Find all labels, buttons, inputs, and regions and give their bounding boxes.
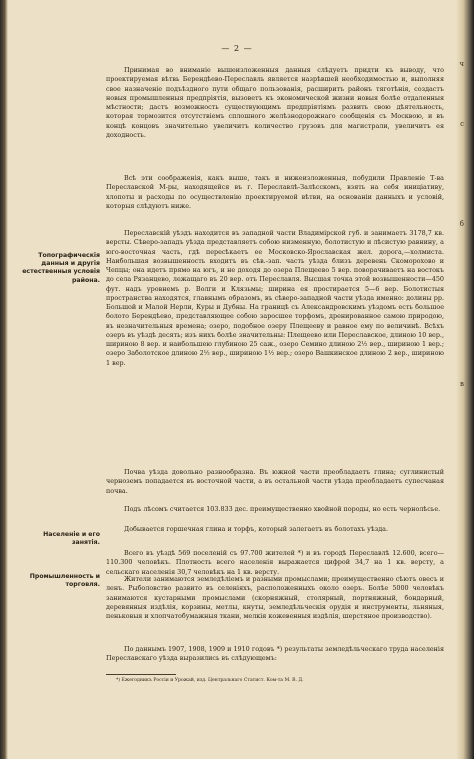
margin-note-population: Населеніе и его занятія. [43, 531, 100, 547]
body-text-block-5 [106, 505, 444, 514]
paragraph: Переславскій уѣздъ находится въ западной части Владимірской губ. и занимаетъ 3178,7 кв. версты. Сѣверо-западъ уѣзда представляетъ собою низменную, болотистую и лѣсистую равнину, а юго-восточная часть, гдѣ пересѣкаетъ ее Московско-Ярославская жел. дорога,—холмиста. Наибольшая возвышенность входитъ въ сѣв.-зап. часть уѣзда близъ деревень Скоморохово и Чепцы; она идетъ прямо на югъ, и не доходя до озера Плещеево 5 вер. поворачиваетъ на востокъ до села Рязанцево, лежащаго въ 20 вер. отъ Переславля. Высшая точка этой возвышенности—450 фут. надъ уровнемъ р. Волги и Клязьмы; ширина ея простирается 5—6 вер. Болотистыя пространства находятся, главнымъ образомъ, въ сѣверо-западной части уѣзда именно: долины рр. Большой и Малой Нерли, Куры и Дубны. На границѣ съ Александровскимъ уѣздомъ есть большое болото Берендѣево, представляющее собою заросшее торфомъ, дренированное самою природою, въ незначительныя времена; озеро, подобное озеру Плещееву и равное ему по величинѣ. Всѣхъ озеръ въ уѣздѣ десять; изъ нихъ болѣе значительны: Плещеево или Переславское, длиною 10 вер., шириною 8 вер. и наибольшею глубиною 25 саж., озеро Семино длиною 2½ вер., шириною 1 вер.; озеро Заболотское длиною 2½ вер., шириною 1½ вер.; озеро Вашкинское длиною 2 вер., шириною 1 вер. [106, 229, 444, 367]
paragraph: По даннымъ 1907, 1908, 1909 и 1910 годовъ *) результаты земледѣльческаго труда населенія Переславскаго уѣзда выразились въ слѣдующемъ: [106, 645, 444, 663]
edge-char: ч [459, 60, 464, 68]
paragraph: Всѣ эти соображенія, какъ выше, такъ и нижеизложенныя, побудили Правленіе Т-ва Переславской М-ры, находящейся въ г. Переславлѣ-Залѣсскомъ, взять на себя иниціативу, хлопоты и расходы по осуществленію проектируемой вѣтви, на основаніи данныхъ и условій, которыя слѣдуютъ ниже. [106, 174, 444, 210]
edge-char: с [460, 120, 464, 128]
book-spine-shadow [0, 0, 8, 759]
page-number: — 2 — [221, 44, 253, 53]
body-text-block-2 [106, 174, 444, 211]
body-text-block-1 [106, 66, 444, 140]
body-text-block-7 [106, 549, 444, 577]
body-text-block-4 [106, 468, 444, 496]
body-text-block-8 [106, 575, 444, 621]
page-edge [456, 0, 474, 759]
edge-char: б [459, 220, 464, 228]
footnote-divider [106, 674, 176, 675]
paragraph: Добывается горшечная глина и торфъ, который залегаетъ въ болотахъ уѣзда. [124, 525, 388, 533]
paragraph: Почва уѣзда довольно разнообразна. Въ южной части преобладаетъ глина; суглинистый черноземъ попадается въ восточной части, а въ остальной части уѣзда преобладаетъ супесчаная почва. [106, 468, 444, 495]
body-text-block-6 [106, 525, 444, 534]
paragraph: Жители занимаются земледѣліемъ и разными промыслами; преимущественно сѣютъ овесъ и ленъ. Рыболовство развито въ селеніяхъ, расположенныхъ около озеръ. Болѣе 5000 человѣкъ занимаются кустарными промыслами (скорняжный, столярный, портняжный, бондарный, деревянныя издѣлія, корзины, метлы, кнуты, земледѣльческія орудія и инструменты, льняныя, пеньковыя и хлопчатобумажныя ткани, мелкія кожевенныя издѣлія, шерстяное производство). [106, 575, 444, 620]
body-text-block-9 [106, 645, 444, 664]
margin-note-topography: Топографическія данныя и другія естественныя условія района. [22, 252, 100, 284]
paragraph: Принимая во вниманіе вышеизложенныя данныя слѣдуетъ придти къ выводу, что проектируемая вѣтвь Берендѣево-Переславль является назрѣвшей необходимостью и, выполняя свое назначеніе подъѣздного пути общаго пользованія, расширитъ районъ тяготѣнія, создастъ новыя промышленныя предпріятія, вызоветъ къ экономической жизни новыя болѣе отдаленныя мѣстности; дастъ возможность существующимъ предпріятіямъ развить свою дѣятельность, которая тормозится отсутствіемъ сплошного желѣзнодорожнаго сообщенія съ Москвою, и въ концѣ концовъ значительно увеличитъ количество грузовъ для магистрали, увеличитъ ея доходность. [106, 66, 444, 139]
edge-char: в [460, 380, 464, 388]
body-text-block-3 [106, 229, 444, 368]
footnote: *) Ежегодникъ Россіи и Урожай, изд. Центральнаго Статист. Ком-та М. В. Д. [116, 678, 304, 683]
paragraph: Всего въ уѣздѣ 569 поселеній съ 97.700 жителей *) и въ городѣ Переславлѣ 12.600, всего—110.300 человѣкъ. Плотность всего населенія выражается цифрой 34,7 на 1 кв. версту, а сельскаго населенія 30,7 человѣкъ на 1 кв. версту. [106, 549, 444, 576]
margin-note-industry: Промышленность и торговля. [29, 573, 100, 589]
paragraph: Подъ лѣсомъ считается 103.833 дес. преимущественно хвойной породы, но есть чернолѣсье. [124, 505, 441, 513]
